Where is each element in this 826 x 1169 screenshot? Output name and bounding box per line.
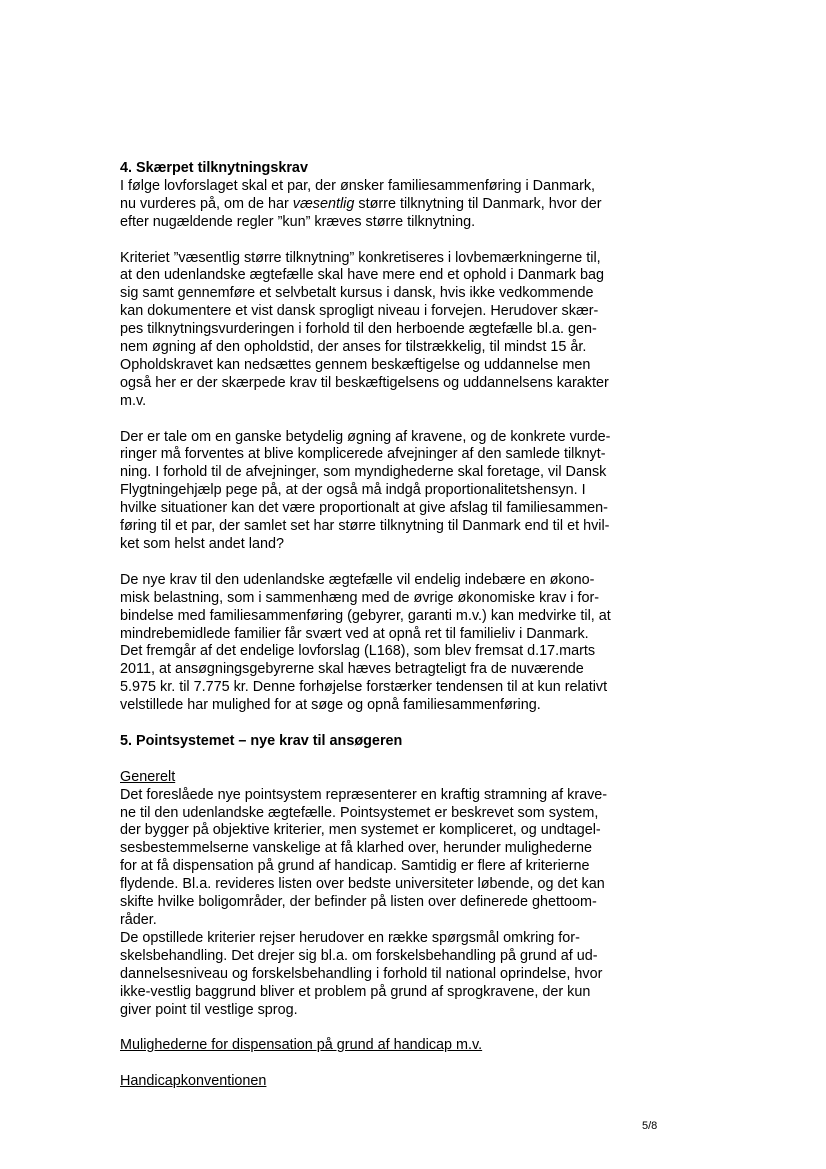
section-5-paragraph-2 [120, 930, 660, 1020]
text-line: sig samt gennemføre et selvbetalt kursus i dansk, hvis ikke vedkommende [120, 285, 594, 302]
paragraph-spacer [120, 715, 660, 733]
text-line: m.v. [120, 392, 147, 409]
text-line: ringer må forventes at blive komplicerede afvejninger af den samlede tilknyt- [120, 446, 606, 463]
text-line: skifte hvilke boligområder, der befinder på listen over definerede ghettoom- [120, 894, 597, 911]
page-number: 5/8 [642, 1120, 658, 1132]
text-line: Opholdskravet kan nedsættes gennem beskæftigelse og uddannelse men [120, 356, 591, 373]
emphasis-text: væsentlig [292, 195, 355, 212]
text-line: I følge lovforslaget skal et par, der ønsker familiesammenføring i Danmark, [120, 177, 596, 194]
text-line: at den udenlandske ægtefælle skal have mere end et ophold i Danmark bag [120, 267, 604, 284]
text-line: Det fremgår af det endelige lovforslag (L168), som blev fremsat d.17.marts [120, 643, 596, 660]
text-line: ikke-vestlig baggrund bliver et problem på grund af sprogkravene, der kun [120, 983, 591, 1000]
paragraph-spacer [120, 751, 660, 769]
text-line: dannelsesniveau og forskelsbehandling i forhold til national oprindelse, hvor [120, 965, 603, 982]
text-line: sesbestemmelserne vanskelige at få klarhed over, herunder mulighederne [120, 840, 592, 857]
section-4-paragraph-2 [120, 250, 660, 411]
text-line: for at få dispensation på grund af handicap. Samtidig er flere af kriterierne [120, 858, 590, 875]
text-line: De opstillede kriterier rejser herudover en række spørgsmål omkring for- [120, 929, 580, 946]
text-line: giver point til vestlige sprog. [120, 1001, 298, 1018]
text-line: kan dokumentere et vist dansk sprogligt niveau i forvejen. Herudover skær- [120, 303, 599, 320]
paragraph-spacer [120, 411, 660, 429]
text-line: 5.975 kr. til 7.775 kr. Denne forhøjelse forstærker tendensen til at kun relativt [120, 679, 608, 696]
paragraph-spacer [120, 1019, 660, 1037]
text-run: større tilknytning til Danmark, hvor der [354, 195, 602, 212]
text-line: pes tilknytningsvurderingen i forhold til den herboende ægtefælle bl.a. gen- [120, 321, 597, 338]
text-line: flydende. Bl.a. revideres listen over bedste universiteter løbende, og det kan [120, 876, 605, 893]
text-line: Kriteriet ”væsentlig større tilknytning” konkretiseres i lovbemærkningerne til, [120, 249, 601, 266]
text-line: efter nugældende regler ”kun” kræves større tilknytning. [120, 213, 476, 230]
text-line: ne til den udenlandske ægtefælle. Pointsystemet er beskrevet som system, [120, 804, 599, 821]
paragraph-spacer [120, 1055, 660, 1073]
document-body [120, 160, 660, 1091]
text-line: Det foreslåede nye pointsystem repræsenterer en kraftig stramning af krave- [120, 786, 608, 803]
text-line: bindelse med familiesammenføring (gebyrer, garanti m.v.) kan medvirke til, at [120, 607, 611, 624]
section-4-paragraph-4 [120, 572, 660, 715]
text-run: nu vurderes på, om de har [120, 195, 293, 212]
subheading-dispensation: Mulighederne for dispensation på grund af handicap m.v. [120, 1037, 483, 1054]
paragraph-spacer [120, 554, 660, 572]
section-4-heading: 4. Skærpet tilknytningskrav [120, 160, 308, 176]
text-line: skelsbehandling. Det drejer sig bl.a. om forskelsbehandling på grund af ud- [120, 947, 598, 964]
text-line: også her er der skærpede krav til beskæftigelsens og uddannelsens karakter [120, 374, 609, 391]
text-line: velstillede har mulighed for at søge og opnå familiesammenføring. [120, 697, 541, 714]
subheading-general: Generelt [120, 768, 176, 785]
paragraph-spacer [120, 232, 660, 250]
text-line: De nye krav til den udenlandske ægtefælle vil endelig indebære en økono- [120, 571, 595, 588]
text-line: Der er tale om en ganske betydelig øgning af kravene, og de konkrete vurde- [120, 428, 611, 445]
text-line: ket som helst andet land? [120, 536, 284, 552]
text-line: der bygger på objektive kriterier, men systemet er kompliceret, og undtagel- [120, 822, 601, 839]
text-line: råder. [120, 911, 157, 928]
text-line: Flygtningehjælp pege på, at der også må indgå proportionalitetshensyn. I [120, 482, 586, 499]
text-line: ning. I forhold til de afvejninger, som myndighederne skal foretage, vil Dansk [120, 464, 607, 481]
section-5-heading: 5. Pointsystemet – nye krav til ansøgeren [120, 732, 403, 749]
text-line: 2011, at ansøgningsgebyrerne skal hæves betragteligt fra de nuværende [120, 661, 584, 678]
text-line: føring til et par, der samlet set har større tilknytning til Danmark end til et hvil- [120, 518, 610, 535]
subheading-handicap-convention: Handicapkonventionen [120, 1073, 267, 1090]
text-line: mindrebemidlede familier får svært ved at opnå ret til familieliv i Danmark. [120, 625, 589, 642]
text-line: misk belastning, som i sammenhæng med de øvrige økonomiske krav i for- [120, 589, 600, 606]
section-5-paragraph-1 [120, 787, 660, 930]
section-4-paragraph-3 [120, 429, 660, 554]
text-line: nem øgning af den opholdstid, der anses for tilstrækkelig, til mindst 15 år. [120, 339, 587, 356]
text-line: hvilke situationer kan det være proportionalt at give afslag til familiesammen- [120, 500, 608, 517]
section-4-paragraph-1 [120, 178, 660, 232]
text-line [120, 196, 660, 214]
